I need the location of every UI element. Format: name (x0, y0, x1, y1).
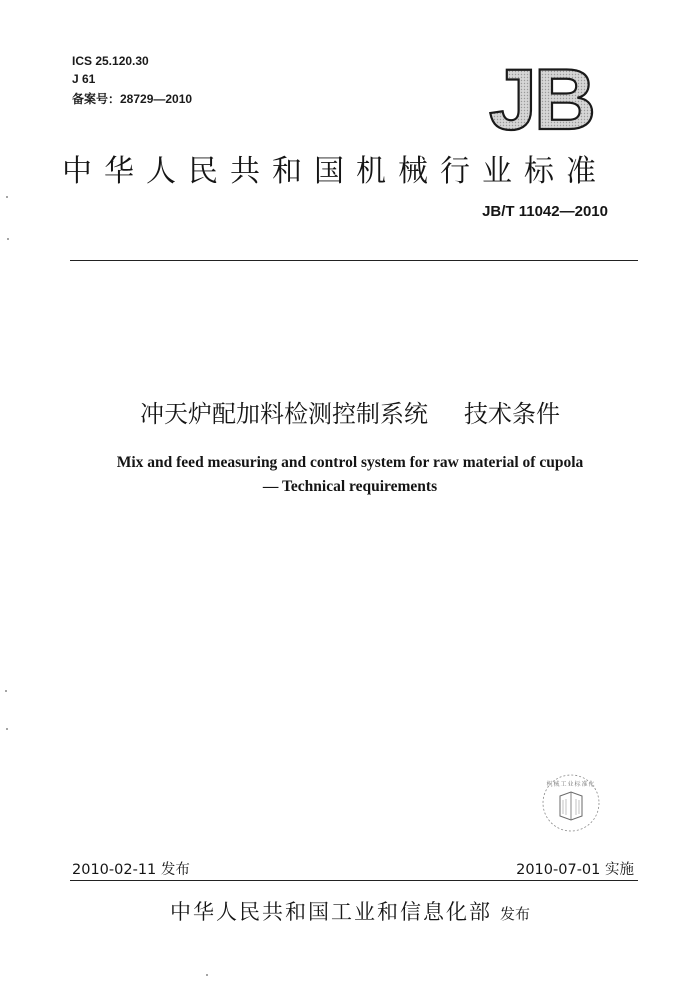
title-chinese-sub: 技术条件 (464, 400, 560, 428)
ccs-code: J 61 (72, 72, 96, 86)
scan-speck (7, 238, 9, 240)
bottom-divider (70, 880, 638, 881)
top-divider (70, 260, 638, 261)
publisher-name: 中华人民共和国工业和信息化部 (169, 900, 492, 924)
standards-seal-icon (540, 772, 602, 834)
jb-logo-text: JB (489, 55, 593, 137)
implementation-date: 2010-07-01 实施 (516, 862, 634, 878)
title-chinese (0, 394, 700, 429)
publisher-suffix: 发布 (499, 905, 530, 923)
scan-speck (206, 974, 208, 976)
standard-number: JB/T 11042—2010 (482, 203, 608, 220)
scan-speck (5, 690, 7, 692)
scan-speck (6, 196, 8, 198)
title-chinese-main: 冲天炉配加料检测控制系统 (140, 400, 428, 428)
seal-text: 机械工业标准化 (546, 781, 596, 788)
record-number: 备案号：28729—2010 (72, 92, 193, 106)
scan-speck (6, 728, 8, 730)
title-english-line1: Mix and feed measuring and control system for raw material of cupola (116, 454, 584, 471)
ics-code: ICS 25.120.30 (72, 54, 149, 68)
org-title: 中华人民共和国机械行业标准 (62, 154, 608, 189)
jb-logo (478, 55, 604, 137)
release-date: 2010-02-11 发布 (72, 862, 190, 878)
publisher (0, 896, 700, 926)
title-english-line2: — Technical requirements (262, 478, 438, 495)
